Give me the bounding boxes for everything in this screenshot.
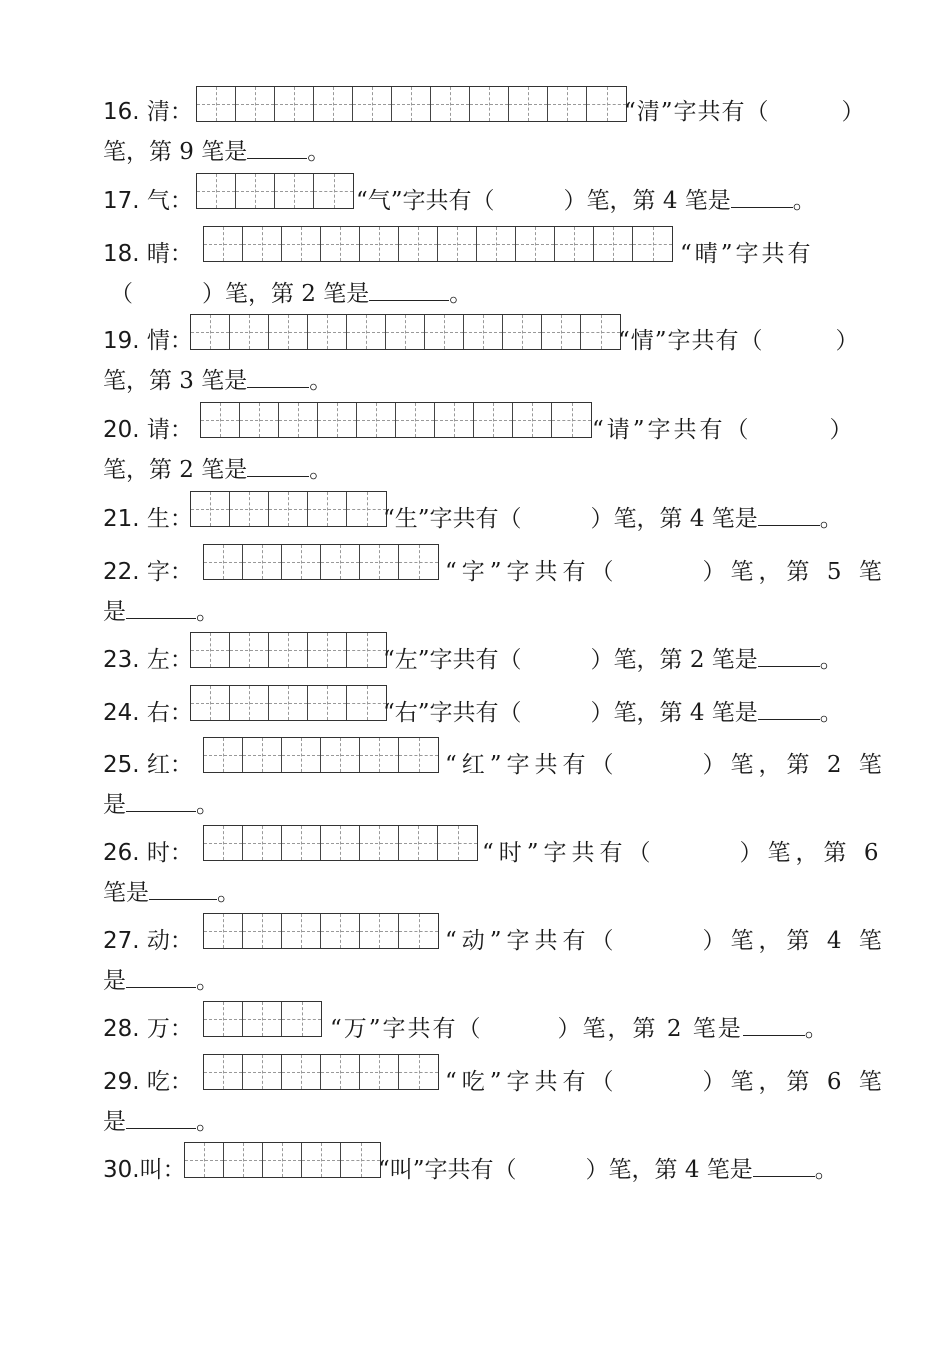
- grid-cell[interactable]: [509, 87, 548, 121]
- grid-cell[interactable]: [191, 315, 230, 349]
- answer-blank[interactable]: [126, 1108, 196, 1129]
- question-text: “万”字共有（ ）笔，第 2 笔是 。: [330, 1016, 830, 1042]
- question-text-line2: 是 。: [103, 968, 219, 994]
- grid-cell[interactable]: [204, 1055, 243, 1089]
- grid-cell[interactable]: [347, 492, 386, 526]
- grid-cell[interactable]: [357, 403, 396, 437]
- stroke-grid[interactable]: [203, 544, 439, 580]
- grid-cell[interactable]: [399, 914, 438, 948]
- stroke-grid[interactable]: [184, 1142, 381, 1178]
- stroke-grid[interactable]: [190, 491, 387, 527]
- grid-cell[interactable]: [282, 738, 321, 772]
- stroke-grid[interactable]: [203, 825, 478, 861]
- stroke-grid[interactable]: [196, 86, 627, 122]
- answer-blank[interactable]: [753, 1156, 815, 1177]
- grid-cell[interactable]: [477, 227, 516, 261]
- answer-blank[interactable]: [247, 456, 309, 477]
- grid-cell[interactable]: [552, 403, 591, 437]
- question-text: “字”字共有（ ）笔，第 5 笔: [445, 559, 887, 585]
- grid-cell[interactable]: [282, 826, 321, 860]
- grid-cell[interactable]: [197, 87, 236, 121]
- grid-cell[interactable]: [555, 227, 594, 261]
- question-label: 20. 请：: [103, 417, 193, 443]
- grid-cell[interactable]: [314, 174, 353, 208]
- question-text: “情”字共有（ ）: [618, 328, 860, 354]
- grid-cell[interactable]: [548, 87, 587, 121]
- answer-blank[interactable]: [126, 791, 196, 812]
- grid-cell[interactable]: [243, 738, 282, 772]
- stroke-grid[interactable]: [196, 173, 354, 209]
- stroke-grid[interactable]: [203, 737, 439, 773]
- grid-cell[interactable]: [269, 633, 308, 667]
- grid-cell[interactable]: [282, 1002, 321, 1036]
- grid-cell[interactable]: [431, 87, 470, 121]
- answer-blank[interactable]: [743, 1015, 805, 1036]
- answer-blank[interactable]: [126, 967, 196, 988]
- grid-cell[interactable]: [201, 403, 240, 437]
- grid-cell[interactable]: [347, 633, 386, 667]
- question-text-line2: 是 。: [103, 792, 219, 818]
- grid-cell[interactable]: [236, 174, 275, 208]
- question-label: 16. 清：: [103, 99, 193, 125]
- grid-cell[interactable]: [438, 826, 477, 860]
- grid-cell[interactable]: [633, 227, 672, 261]
- grid-cell[interactable]: [594, 227, 633, 261]
- grid-cell[interactable]: [399, 738, 438, 772]
- stroke-grid[interactable]: [190, 685, 387, 721]
- stroke-grid[interactable]: [203, 913, 439, 949]
- question-label: 26. 时：: [103, 840, 193, 866]
- grid-cell[interactable]: [321, 1055, 360, 1089]
- answer-blank[interactable]: [731, 187, 793, 208]
- grid-cell[interactable]: [243, 1055, 282, 1089]
- grid-cell[interactable]: [230, 315, 269, 349]
- question-text: “红”字共有（ ）笔，第 2 笔: [445, 752, 887, 778]
- grid-cell[interactable]: [282, 1055, 321, 1089]
- grid-cell[interactable]: [542, 315, 581, 349]
- question-label: 21. 生：: [103, 506, 193, 532]
- grid-cell[interactable]: [308, 492, 347, 526]
- grid-cell[interactable]: [230, 492, 269, 526]
- grid-cell[interactable]: [399, 227, 438, 261]
- question-text: “右”字共有（ ）笔，第 4 笔是 。: [383, 700, 843, 726]
- question-label: 28. 万：: [103, 1016, 193, 1042]
- question-label: 24. 右：: [103, 700, 193, 726]
- grid-cell[interactable]: [240, 403, 279, 437]
- grid-cell[interactable]: [204, 914, 243, 948]
- question-text-line2: 是 。: [103, 599, 219, 625]
- grid-cell[interactable]: [308, 686, 347, 720]
- question-text-line2: 是 。: [103, 1109, 219, 1135]
- grid-cell[interactable]: [269, 492, 308, 526]
- grid-cell[interactable]: [360, 545, 399, 579]
- question-label: 22. 字：: [103, 559, 193, 585]
- grid-cell[interactable]: [302, 1143, 341, 1177]
- answer-blank[interactable]: [126, 598, 196, 619]
- question-text: “时”字共有（ ）笔，第 6: [482, 840, 884, 866]
- stroke-grid[interactable]: [203, 1054, 439, 1090]
- grid-cell[interactable]: [204, 826, 243, 860]
- question-label: 25. 红：: [103, 752, 193, 778]
- grid-cell[interactable]: [470, 87, 509, 121]
- answer-blank[interactable]: [369, 280, 449, 301]
- question-label: 27. 动：: [103, 928, 193, 954]
- question-label: 23. 左：: [103, 647, 193, 673]
- grid-cell[interactable]: [399, 545, 438, 579]
- grid-cell[interactable]: [224, 1143, 263, 1177]
- question-text: “动”字共有（ ）笔，第 4 笔: [445, 928, 887, 954]
- grid-cell[interactable]: [347, 686, 386, 720]
- grid-cell[interactable]: [308, 315, 347, 349]
- grid-cell[interactable]: [399, 826, 438, 860]
- stroke-grid[interactable]: [190, 314, 621, 350]
- grid-cell[interactable]: [360, 227, 399, 261]
- grid-cell[interactable]: [269, 686, 308, 720]
- grid-cell[interactable]: [318, 403, 357, 437]
- grid-cell[interactable]: [399, 1055, 438, 1089]
- question-text: “左”字共有（ ）笔，第 2 笔是 。: [383, 647, 843, 673]
- grid-cell[interactable]: [360, 1055, 399, 1089]
- grid-cell[interactable]: [321, 826, 360, 860]
- grid-cell[interactable]: [321, 738, 360, 772]
- grid-cell[interactable]: [392, 87, 431, 121]
- grid-cell[interactable]: [204, 738, 243, 772]
- grid-cell[interactable]: [341, 1143, 380, 1177]
- grid-cell[interactable]: [360, 826, 399, 860]
- answer-blank[interactable]: [758, 646, 820, 667]
- grid-cell[interactable]: [360, 738, 399, 772]
- grid-cell[interactable]: [308, 633, 347, 667]
- grid-cell[interactable]: [191, 633, 230, 667]
- grid-cell[interactable]: [581, 315, 620, 349]
- question-label: 18. 晴：: [103, 241, 193, 267]
- grid-cell[interactable]: [197, 174, 236, 208]
- grid-cell[interactable]: [269, 315, 308, 349]
- grid-cell[interactable]: [282, 914, 321, 948]
- grid-cell[interactable]: [360, 914, 399, 948]
- question-text: “请”字共有（ ）: [592, 417, 856, 443]
- grid-cell[interactable]: [438, 227, 477, 261]
- grid-cell[interactable]: [243, 227, 282, 261]
- question-text-line2: （ ）笔，第 2 笔是 。: [110, 281, 473, 307]
- grid-cell[interactable]: [191, 686, 230, 720]
- grid-cell[interactable]: [230, 686, 269, 720]
- grid-cell[interactable]: [347, 315, 386, 349]
- question-text: “晴”字共有: [680, 241, 814, 267]
- grid-cell[interactable]: [474, 403, 513, 437]
- grid-cell[interactable]: [204, 227, 243, 261]
- question-text: “叫”字共有（ ）笔，第 4 笔是 。: [378, 1157, 838, 1183]
- grid-cell[interactable]: [503, 315, 542, 349]
- question-text: “吃”字共有（ ）笔，第 6 笔: [445, 1069, 887, 1095]
- stroke-grid[interactable]: [203, 226, 673, 262]
- answer-blank[interactable]: [149, 879, 217, 900]
- stroke-grid[interactable]: [200, 402, 592, 438]
- stroke-grid[interactable]: [190, 632, 387, 668]
- grid-cell[interactable]: [516, 227, 555, 261]
- question-label: 29. 吃：: [103, 1069, 193, 1095]
- grid-cell[interactable]: [204, 1002, 243, 1036]
- question-text-line2: 笔，第 3 笔是 。: [103, 368, 333, 394]
- grid-cell[interactable]: [282, 545, 321, 579]
- grid-cell[interactable]: [435, 403, 474, 437]
- grid-cell[interactable]: [243, 1002, 282, 1036]
- question-text-line2: 笔是 。: [103, 880, 240, 906]
- grid-cell[interactable]: [321, 227, 360, 261]
- grid-cell[interactable]: [185, 1143, 224, 1177]
- grid-cell[interactable]: [353, 87, 392, 121]
- question-label: 30.叫：: [103, 1157, 186, 1183]
- grid-cell[interactable]: [204, 545, 243, 579]
- grid-cell[interactable]: [513, 403, 552, 437]
- grid-cell[interactable]: [314, 87, 353, 121]
- grid-cell[interactable]: [321, 914, 360, 948]
- answer-blank[interactable]: [247, 367, 309, 388]
- question-label: 19. 情：: [103, 328, 193, 354]
- grid-cell[interactable]: [279, 403, 318, 437]
- grid-cell[interactable]: [425, 315, 464, 349]
- grid-cell[interactable]: [263, 1143, 302, 1177]
- question-text: “生”字共有（ ）笔，第 4 笔是 。: [383, 506, 843, 532]
- grid-cell[interactable]: [243, 826, 282, 860]
- answer-blank[interactable]: [758, 505, 820, 526]
- question-text: “气”字共有（ ）笔，第 4 笔是 。: [356, 188, 816, 214]
- grid-cell[interactable]: [275, 174, 314, 208]
- grid-cell[interactable]: [275, 87, 314, 121]
- grid-cell[interactable]: [243, 914, 282, 948]
- answer-blank[interactable]: [758, 699, 820, 720]
- stroke-grid[interactable]: [203, 1001, 322, 1037]
- grid-cell[interactable]: [386, 315, 425, 349]
- grid-cell[interactable]: [321, 545, 360, 579]
- grid-cell[interactable]: [464, 315, 503, 349]
- grid-cell[interactable]: [282, 227, 321, 261]
- question-text-line2: 笔，第 2 笔是 。: [103, 457, 333, 483]
- question-text-line2: 笔，第 9 笔是 。: [103, 139, 331, 165]
- grid-cell[interactable]: [243, 545, 282, 579]
- answer-blank[interactable]: [247, 138, 307, 159]
- grid-cell[interactable]: [191, 492, 230, 526]
- grid-cell[interactable]: [587, 87, 626, 121]
- question-label: 17. 气：: [103, 188, 193, 214]
- grid-cell[interactable]: [396, 403, 435, 437]
- question-text: “清”字共有（ ）: [624, 99, 866, 125]
- grid-cell[interactable]: [236, 87, 275, 121]
- grid-cell[interactable]: [230, 633, 269, 667]
